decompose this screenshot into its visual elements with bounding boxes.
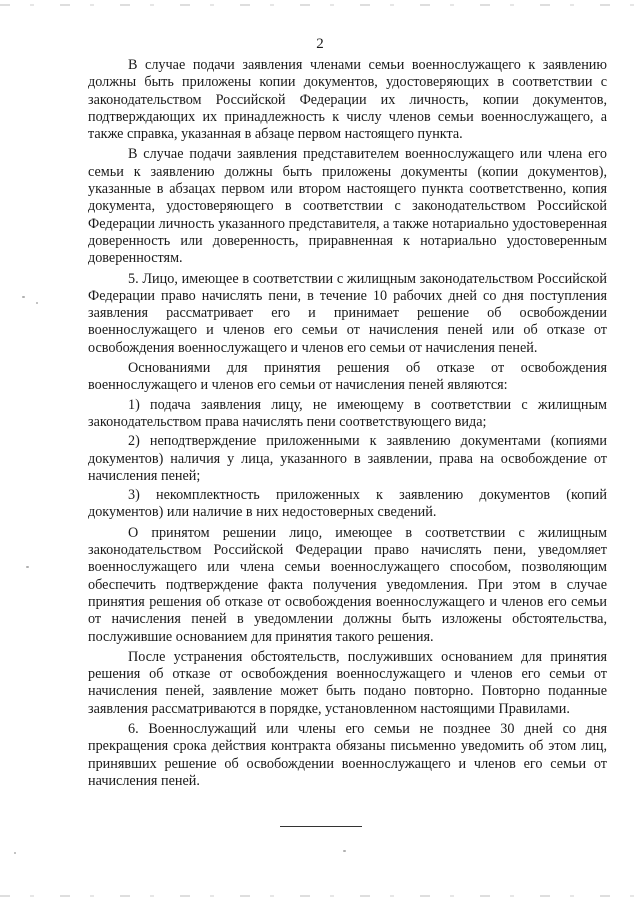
paragraph-ground-1: 1) подача заявления лицу, не имеющему в соответствии с жилищным законодательством права начислять пени соответствующего вида; xyxy=(88,396,607,430)
closing-rule xyxy=(280,826,362,827)
scan-speck xyxy=(36,302,38,304)
page-number: 2 xyxy=(316,36,324,52)
paragraph-representative-documents: В случае подачи заявления представителем военнослужащего или члена его семьи к заявлению должны быть приложены документы (копии документов), указанные в абзацах первом или втором настоящего пункта соответственно, копия документа, удостоверяющего в соответствии с законодательством Российской Федерации личность указанного представителя, а также нотариально удостоверенная доверенность или доверенность, приравненная к нотариально удостоверенным доверенностям. xyxy=(88,146,607,267)
paragraph-resubmission: После устранения обстоятельств, послуживших основанием для принятия решения об отказе от освобождения военнослужащего и членов его семьи от начисления пеней, заявление может быть подано повторно. Повторно поданные заявления рассматриваются в порядке, установленном настоящими Правилами. xyxy=(88,648,607,717)
paragraph-refusal-grounds: Основаниями для принятия решения об отказе от освобождения военнослужащего и членов его семьи от начисления пеней являются: xyxy=(88,360,607,394)
scan-edge-top xyxy=(0,4,640,6)
scan-edge-bottom xyxy=(0,895,640,897)
document-body xyxy=(88,57,607,793)
paragraph-ground-3: 3) некомплектность приложенных к заявлению документов (копий документов) или наличие в них недостоверных сведений. xyxy=(88,487,607,521)
paragraph-decision-notice: О принятом решении лицо, имеющее в соответствии с жилищным законодательством Российской Федерации право начислять пени, уведомляет военнослужащего или члена семьи военнослужащего способом, позволяющим обеспечить подтверждение факта получения уведомления. При этом в случае принятия решения об отказе от освобождения военнослужащего и членов его семьи от начисления пеней в уведомлении должны быть изложены обстоятельства, послужившие основанием для принятия такого решения. xyxy=(88,524,607,645)
paragraph-ground-2: 2) неподтверждение приложенными к заявлению документами (копиями документов) наличия у лица, указанного в заявлении, права на освобождение от начисления пеней; xyxy=(88,433,607,484)
scan-speck xyxy=(26,566,29,568)
scan-speck xyxy=(14,852,16,854)
scan-speck xyxy=(343,850,346,852)
paragraph-item-6: 6. Военнослужащий или члены его семьи не позднее 30 дней со дня прекращения срока действия контракта обязаны письменно уведомить об этом лиц, принявших решение об освобождении военнослужащего и членов его семьи от начисления пеней. xyxy=(88,720,607,789)
paragraph-item-5: 5. Лицо, имеющее в соответствии с жилищным законодательством Российской Федерации право начислять пени, в течение 10 рабочих дней со дня поступления заявления рассматривает его и принимает решение об освобождении военнослужащего и членов его семьи от начисления пеней или об отказе от освобождения военнослужащего и членов его семьи от начисления пеней. xyxy=(88,270,607,356)
paragraph-family-members-documents: В случае подачи заявления членами семьи военнослужащего к заявлению должны быть приложены копии документов, удостоверяющих в соответствии с законодательством Российской Федерации их личность, копии документов, подтверждающих их принадлежность к числу членов семьи военнослужащего, а также справка, указанная в абзаце первом настоящего пункта. xyxy=(88,57,607,143)
scan-speck xyxy=(22,296,25,298)
